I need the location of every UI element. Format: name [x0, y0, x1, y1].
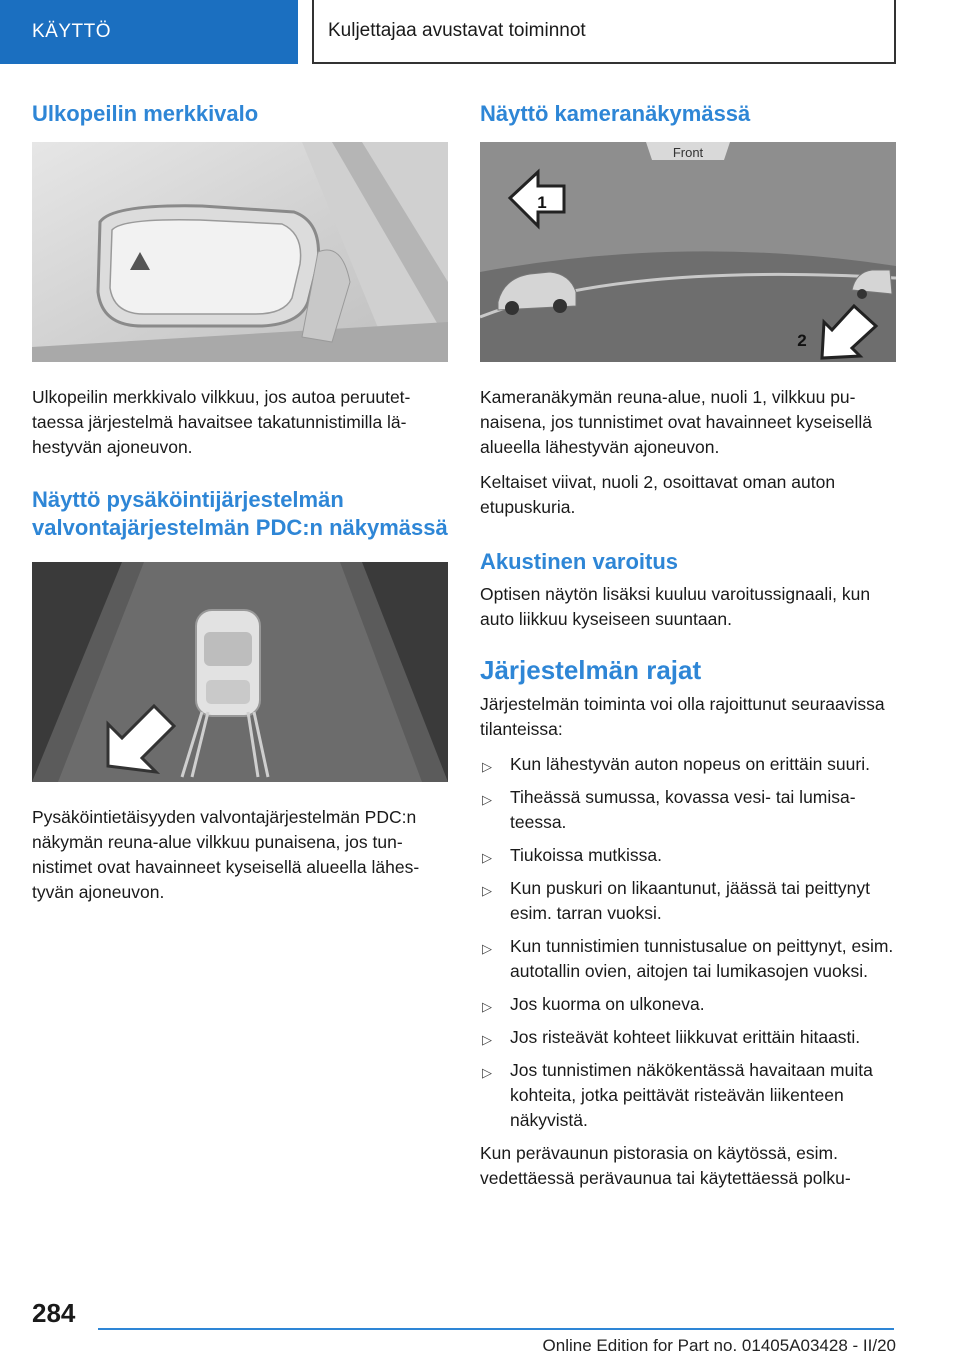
chapter-title: Kuljettajaa avustavat toiminnot [328, 20, 586, 41]
pdc-view-figure [32, 562, 448, 782]
footer-divider [98, 1328, 894, 1330]
pdc-display-text: Pysäköintietäisyyden valvontajärjestelmän PDC:n näkymän reuna-alue vilkkuu punaisena, jos tunnistimet ovat havainneet kyseisellä alueella lähestyvän ajoneuvon. [32, 807, 420, 902]
edition-footer: Online Edition for Part no. 01405A03428 - II/20 [542, 1336, 896, 1355]
heading-system-limits: Järjestelmän rajat [480, 655, 702, 685]
list-item: ▷ Kun puskuri on likaantunut, jäässä tai peittynyt esim. tarran vuoksi. [482, 878, 870, 923]
heading-camera-display: Näyttö kameranäkymässä [480, 101, 751, 126]
page-number: 284 [32, 1298, 76, 1328]
front-label: Front [672, 145, 704, 160]
triangle-bullet-icon: ▷ [482, 999, 492, 1014]
acoustic-warning-text: Optisen näytön lisäksi kuuluu varoitussignaali, kun auto liikkuu kyseiseen suuntaan. [480, 584, 871, 629]
heading-mirror-indicator: Ulkopeilin merkkivalo [32, 101, 259, 126]
list-item: ▷ Jos kuorma on ulkoneva. [480, 992, 896, 1017]
camera-view-figure [480, 142, 896, 362]
arrow-2-label: 2 [797, 331, 807, 350]
triangle-bullet-icon: ▷ [482, 941, 492, 956]
list-item: ▷ Jos tunnistimen näkökentässä havaitaan muita kohteita, jotka peittävät risteävän liikenteen näkyvistä. [482, 1060, 873, 1130]
list-item: ▷ Kun tunnistimien tunnistusalue on peittynyt, esim. autotallin ovien, aitojen tai lumikasojen vuoksi. [482, 936, 894, 981]
triangle-bullet-icon: ▷ [482, 759, 492, 774]
heading-pdc-display: Näyttö pysäköintijärjestelmän valvontajärjestelmän PDC:n näkymässä [32, 487, 448, 540]
mirror-indicator-text: Ulkopeilin merkkivalo vilkkuu, jos autoa peruutettaessa järjestelmä havaitsee takatunnistimilla lähestyvän ajoneuvon. [32, 387, 411, 457]
mirror-indicator-figure [32, 142, 448, 362]
left-column [32, 100, 448, 915]
section-header [0, 0, 298, 64]
right-column [480, 100, 896, 1201]
list-item: ▷ Tiheässä sumussa, kovassa vesi- tai lumisateessa. [482, 787, 856, 832]
arrow-1-label: 1 [537, 193, 547, 212]
triangle-bullet-icon: ▷ [482, 792, 492, 807]
list-item: ▷ Kun lähestyvän auton nopeus on erittäin suuri. [480, 752, 896, 777]
system-limits-intro: Järjestelmän toiminta voi olla rajoittunut seuraavissa tilanteissa: [480, 694, 885, 739]
list-item: ▷ Jos risteävät kohteet liikkuvat erittäin hitaasti. [480, 1025, 896, 1050]
camera-text-1: Kameranäkymän reuna-alue, nuoli 1, vilkkuu punaisena, jos tunnistimet ovat havainneet kyseisellä alueella lähestyvän ajoneuvon. [480, 387, 873, 457]
triangle-bullet-icon: ▷ [482, 1065, 492, 1080]
camera-text-2: Keltaiset viivat, nuoli 2, osoittavat oman auton etupuskuria. [480, 472, 836, 517]
list-item: ▷ Tiukoissa mutkissa. [480, 843, 896, 868]
triangle-bullet-icon: ▷ [482, 1032, 492, 1047]
triangle-bullet-icon: ▷ [482, 850, 492, 865]
chapter-header [312, 0, 896, 64]
heading-acoustic-warning: Akustinen varoitus [480, 549, 679, 574]
section-title: KÄYTTÖ [32, 21, 112, 42]
triangle-bullet-icon: ▷ [482, 883, 492, 898]
system-limits-list [480, 752, 896, 1133]
system-limits-outro: Kun perävaunun pistorasia on käytössä, esim. vedettäessä perävaunua tai käytettäessä polku- [480, 1143, 851, 1188]
